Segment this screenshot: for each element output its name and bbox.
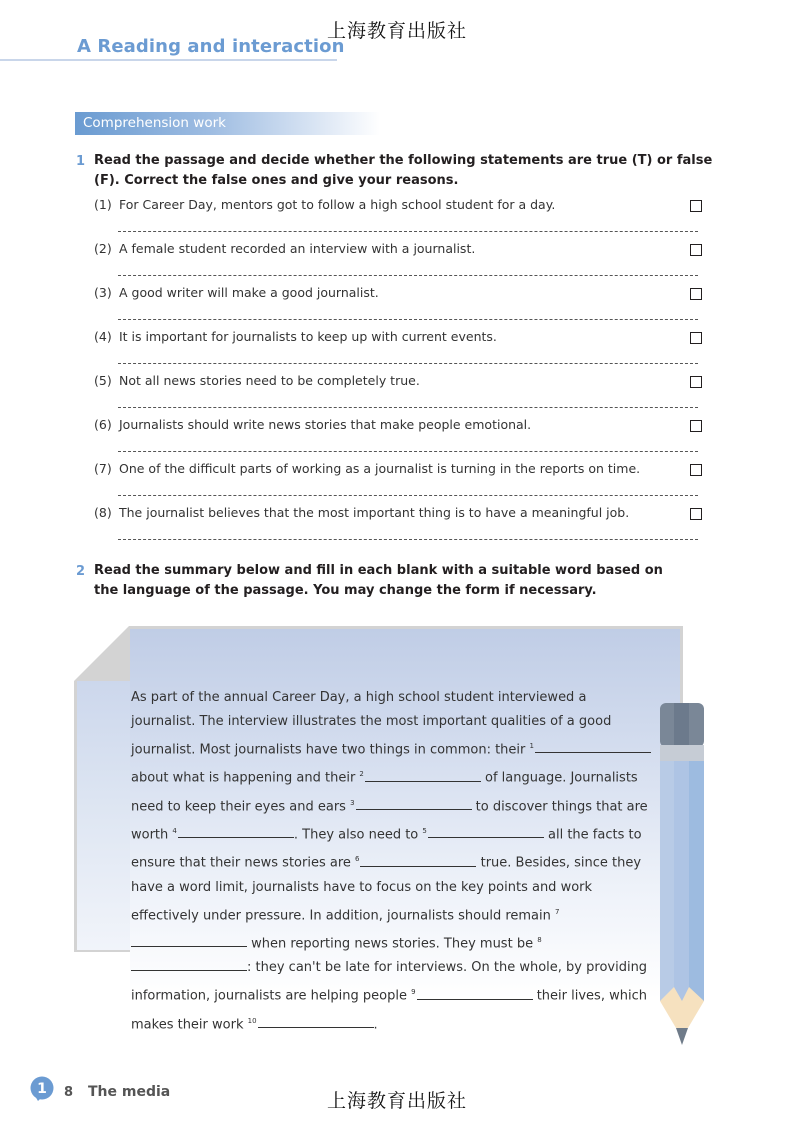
summary-text-segment: As part of the annual Career Day, a high school student interviewed a journalist. The interview illustrates the most important qualities of a good journalist. Most journalists have two things in common: their	[131, 690, 612, 758]
unit-title: The media	[88, 1084, 171, 1100]
summary-text-segment: when reporting news stories. They must be	[247, 936, 538, 952]
true-false-checkbox[interactable]	[690, 288, 702, 300]
unit-badge-number: 1	[37, 1081, 47, 1097]
blank-number: 6	[355, 855, 360, 864]
statement-text: For Career Day, mentors got to follow a high school student for a day.	[119, 197, 556, 212]
fill-in-blank[interactable]	[131, 958, 247, 971]
pencil-lead	[676, 1028, 688, 1045]
summary-text-segment: true. Besides, since they have a word limit, journalists have to focus on the key points and work effectively under pressure. In addition, journalists should remain	[131, 855, 642, 923]
answer-line[interactable]	[118, 539, 698, 540]
statement-item	[94, 417, 704, 437]
fill-in-blank[interactable]	[360, 854, 476, 867]
subheading-banner	[75, 112, 380, 135]
statement-item	[94, 505, 704, 525]
answer-line[interactable]	[118, 495, 698, 496]
question-1-instruction: Read the passage and decide whether the following statements are true (T) or false (F). Correct the false ones and give your reasons.	[94, 153, 713, 188]
summary-text-segment: of language. Journalists need to keep their eyes and ears	[131, 770, 638, 814]
answer-line[interactable]	[118, 275, 698, 276]
fill-in-blank[interactable]	[356, 797, 472, 810]
blank-number: 10	[247, 1016, 257, 1025]
statement-text: A female student recorded an interview with a journalist.	[119, 241, 476, 256]
statement-number: (4)	[94, 329, 112, 344]
blank-number: 5	[422, 826, 427, 835]
fill-in-blank[interactable]	[365, 769, 481, 782]
statement-text: Journalists should write news stories that make people emotional.	[119, 417, 532, 432]
statement-number: (7)	[94, 461, 112, 476]
summary-text-segment: their lives, which makes their work	[131, 988, 647, 1032]
fill-in-blank[interactable]	[258, 1015, 374, 1028]
true-false-checkbox[interactable]	[690, 508, 702, 520]
statement-text: It is important for journalists to keep up with current events.	[119, 329, 497, 344]
question-2-instruction: Read the summary below and fill in each blank with a suitable word based on the language of the passage. You may change the form if necessary.	[94, 563, 663, 598]
blank-number: 8	[537, 935, 542, 944]
page-number: 8	[64, 1085, 74, 1100]
statement-text: One of the difficult parts of working as a journalist is turning in the reports on time.	[119, 461, 641, 476]
true-false-checkbox[interactable]	[690, 200, 702, 212]
statement-number: (2)	[94, 241, 112, 256]
statement-item	[94, 197, 704, 217]
blank-number: 2	[359, 770, 364, 779]
statement-number: (3)	[94, 285, 112, 300]
question-1-number: 1	[76, 154, 86, 169]
fill-in-blank[interactable]	[428, 825, 544, 838]
statement-number: (6)	[94, 417, 112, 432]
summary-text-segment: to discover things that are worth	[131, 798, 648, 843]
publisher-watermark-bottom: 上海教育出版社	[326, 1090, 467, 1112]
fill-in-blank[interactable]	[178, 825, 294, 838]
pencil-illustration	[660, 703, 704, 1048]
statement-item	[94, 329, 704, 349]
true-false-checkbox[interactable]	[690, 244, 702, 256]
note-card-left	[77, 681, 130, 950]
fill-in-blank[interactable]	[417, 987, 533, 1000]
blank-number: 4	[172, 826, 177, 835]
answer-line[interactable]	[118, 407, 698, 408]
blank-number: 9	[411, 988, 416, 997]
statement-item	[94, 461, 704, 481]
statement-text: The journalist believes that the most important thing is to have a meaningful job.	[119, 505, 630, 520]
true-false-checkbox[interactable]	[690, 464, 702, 476]
summary-text-segment: about what is happening and their	[131, 770, 360, 786]
fill-in-blank[interactable]	[131, 934, 247, 947]
answer-line[interactable]	[118, 231, 698, 232]
statement-text: A good writer will make a good journalist.	[119, 285, 379, 300]
statement-item	[94, 373, 704, 393]
summary-text-segment: all the facts to ensure that their news stories are	[131, 827, 642, 871]
statement-number: (8)	[94, 505, 112, 520]
pencil-ferrule	[660, 745, 704, 761]
true-false-checkbox[interactable]	[690, 332, 702, 344]
true-false-checkbox[interactable]	[690, 376, 702, 388]
answer-line[interactable]	[118, 319, 698, 320]
statement-item	[94, 285, 704, 305]
true-false-checkbox[interactable]	[690, 420, 702, 432]
answer-line[interactable]	[118, 363, 698, 364]
subheading-label: Comprehension work	[83, 115, 226, 131]
question-2-number: 2	[76, 564, 86, 579]
statement-item	[94, 241, 704, 261]
summary-text-segment: . They also need to	[293, 827, 423, 843]
summary-passage	[131, 686, 651, 1037]
blank-number: 3	[350, 798, 355, 807]
summary-text-segment: .	[373, 1016, 378, 1032]
statement-number: (5)	[94, 373, 112, 388]
answer-line[interactable]	[118, 451, 698, 452]
statement-text: Not all news stories need to be completely true.	[119, 373, 420, 388]
blank-number: 7	[555, 907, 560, 916]
summary-text-segment: : they can't be late for interviews. On the whole, by providing information, journalists are helping people	[131, 960, 648, 1004]
fill-in-blank[interactable]	[535, 740, 651, 753]
statement-number: (1)	[94, 197, 112, 212]
blank-number: 1	[529, 742, 534, 750]
publisher-watermark-top: 上海教育出版社	[326, 20, 467, 42]
section-divider	[0, 59, 337, 61]
section-title: A Reading and interaction	[77, 36, 345, 57]
